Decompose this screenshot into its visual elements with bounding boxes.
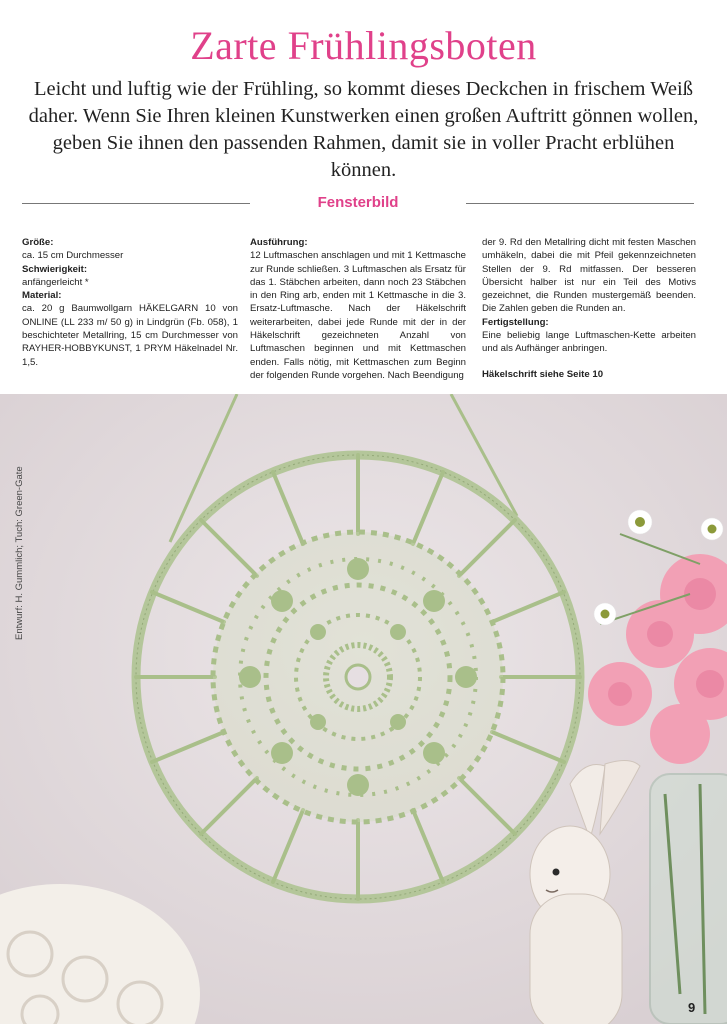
size-label: Größe: [22,237,54,248]
execution-continued-text: der 9. Rd den Metallring dicht mit festen Maschen umhäkeln, dabei die mit Pfeil gekennzeichneten Stellen der 9. Rd mitfassen. Der besseren Übersicht halber ist nur ein Teil des Motivs gezeichnet, die Runden mustergemäß beenden. Die Zahlen geben die Runden an. [482,237,696,315]
chart-reference: Häkelschrift siehe Seite 10 [482,368,604,380]
divider-left [22,203,250,204]
material-label: Material: [22,290,62,302]
intro-paragraph: Leicht und luftig wie der Frühling, so kommt dieses Deckchen in frischem Weiß daher. Wenn Sie Ihren kleinen Kunstwerken einen großen Auftritt gönnen wollen, geben Sie ihnen den passenden Rahmen, damit sie in voller Pracht erblühen können. [28,78,699,181]
finishing-label: Fertigstellung: [482,316,549,328]
section-title: Fensterbild [317,194,399,211]
glass-vase [650,774,727,1024]
difficulty-label: Schwierigkeit: [22,263,88,275]
size-text: ca. 15 cm Durchmesser [22,250,124,262]
column-finishing [482,236,696,381]
page-title: Zarte Frühlingsboten [190,23,537,68]
execution-text: 12 Luftmaschen anschlagen und mit 1 Kettmasche zur Runde schließen. 3 Luftmaschen als Ersatz für das 1. Stäbchen arbeiten, dann noch 23 Stäbchen in den Ring arb, enden mit 1 Kettmasche in die 3. Ersatz-Luftmasche. Nach der Häkelschrift weiterarbeiten, dabei jede Runde mit der in der Häkelschrift gezeichneten Anzahl von Luftmaschen beginnen und mit Kettmaschen enden. Falls nötig, mit Kettmaschen zum Beginn der folgenden Runde vorgehen. Nach Beendigung [250,250,466,381]
finishing-text: Eine beliebig lange Luftmaschen-Kette arbeiten und als Aufhänger anbringen. [482,330,696,355]
column-execution [250,236,466,382]
photo-credit: Entwurf: H. Gummlich; Tuch: Green-Gate [14,466,25,640]
difficulty-text: anfängerleicht * [22,276,89,288]
product-photo [0,394,727,1024]
page-number: 9 [688,1000,696,1015]
divider-right [466,203,694,204]
material-text: ca. 20 g Baumwollgarn HÄKELGARN 10 von ONLINE (LL 233 m/ 50 g) in Lindgrün (Fb. 058), 1 beschichteter Metallring, 15 cm Durchmesser von RAYHER-HOBBYKUNST, 1 PRYM Häkelnadel Nr. 1,5. [22,303,238,368]
photo-illustration [0,394,727,1024]
crochet-doily [213,532,503,822]
execution-label: Ausführung: [250,237,308,248]
column-materials [22,236,238,369]
